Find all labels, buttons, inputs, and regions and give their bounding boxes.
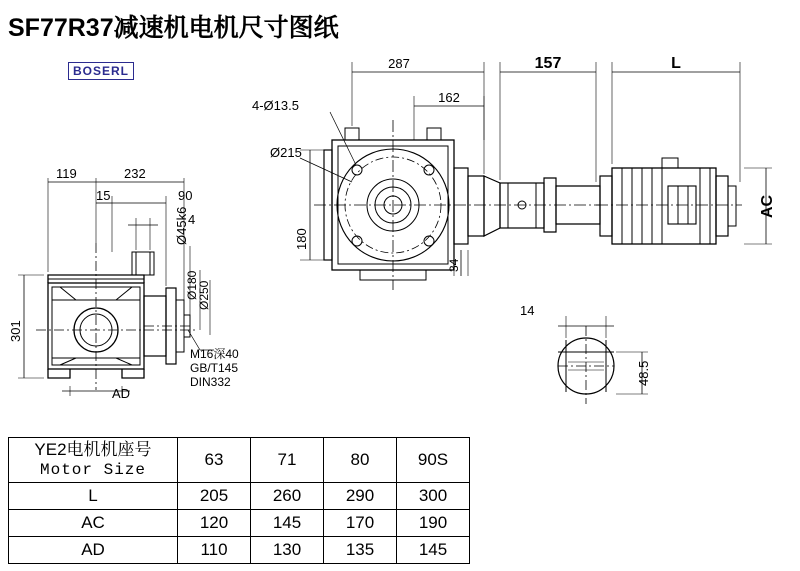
dim-157: 157 (534, 55, 562, 72)
main-view (300, 62, 772, 290)
cell: 120 (178, 510, 251, 537)
table-header-value: 80 (324, 438, 397, 483)
cell: 290 (324, 483, 397, 510)
page-title: SF77R37减速机电机尺寸图纸 (8, 14, 339, 42)
dim-232: 232 (124, 166, 146, 181)
row-label: AD (9, 537, 178, 564)
note-gbt145: GB/T145 (190, 361, 239, 375)
dim-4: 4 (188, 212, 196, 227)
header-label-cn: YE2电机机座号 (34, 440, 152, 459)
row-label: L (9, 483, 178, 510)
dim-119: 119 (56, 166, 77, 181)
table-header-value: 71 (251, 438, 324, 483)
table-row (9, 537, 470, 564)
shaft-section-view (558, 316, 648, 404)
table-row (9, 510, 470, 537)
header-label-en: Motor Size (39, 461, 146, 479)
dim-4-holes: 4-Ø13.5 (252, 98, 299, 113)
dim-180: 180 (294, 228, 309, 250)
cell: 135 (324, 537, 397, 564)
dim-34: 34 (447, 258, 461, 272)
dim-301: 301 (8, 320, 23, 342)
table-header-value: 90S (397, 438, 470, 483)
note-m16: M16深40 (190, 347, 239, 361)
brand-logo: BOSERL (68, 62, 134, 80)
dim-485: 48.5 (636, 360, 651, 386)
cell: 205 (178, 483, 251, 510)
cell: 170 (324, 510, 397, 537)
spec-table (8, 437, 470, 564)
dim-287: 287 (388, 56, 410, 71)
row-label: AC (9, 510, 178, 537)
dim-ad: AD (112, 386, 131, 401)
table-row (9, 483, 470, 510)
cell: 145 (251, 510, 324, 537)
table-header-label (9, 438, 178, 483)
table-header-value: 63 (178, 438, 251, 483)
cell: 130 (251, 537, 324, 564)
note-din332: DIN332 (190, 375, 231, 389)
cell: 190 (397, 510, 470, 537)
dim-15: 15 (96, 188, 111, 203)
dim-14: 14 (520, 303, 535, 318)
dim-162: 162 (438, 90, 460, 105)
dim-90: 90 (178, 188, 193, 203)
dim-L: L (671, 55, 681, 72)
cell: 110 (178, 537, 251, 564)
cell: 145 (397, 537, 470, 564)
dim-215: Ø215 (270, 145, 302, 160)
dim-AC: AC (759, 194, 776, 218)
cell: 300 (397, 483, 470, 510)
cell: 260 (251, 483, 324, 510)
dim-shaft-45k6: Ø45k6 (174, 206, 189, 245)
dim-bore-180: Ø180 (185, 270, 199, 300)
table-row-header (9, 438, 470, 483)
dim-flange-250: Ø250 (197, 280, 211, 310)
